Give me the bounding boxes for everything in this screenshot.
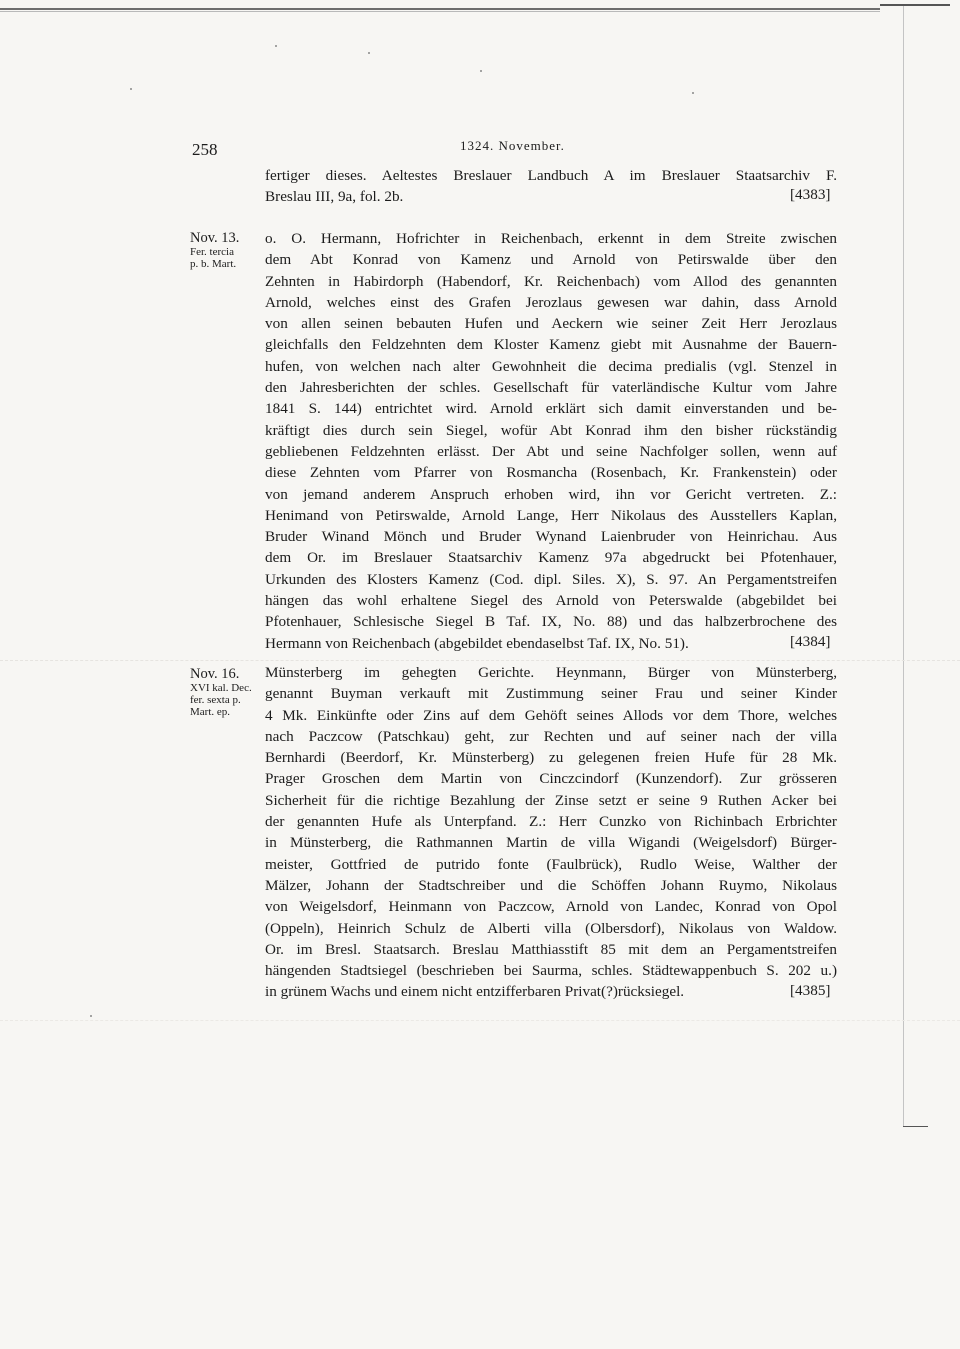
date-sub: Mart. ep. (190, 706, 231, 718)
text-line: den Jahresberichten der schles. Gesellschaft für vaterländische Kultur vom Jahre (265, 379, 837, 397)
scan-speck (692, 92, 694, 94)
text-line: kräftigt dies durch sein Siegel, wofür Abt Konrad ihm den bisher rückständig (265, 421, 837, 439)
date-label: Nov. 16. (190, 666, 240, 682)
top-rule-shadow (0, 11, 880, 12)
entry-number: [4385] (790, 982, 831, 999)
scan-speck (480, 70, 482, 72)
text-line: hängenden Stadtsiegel (beschrieben bei Saurma, schles. Städtewappenbuch S. 202 u.) (265, 962, 837, 980)
text-line: gebliebenen Feldzehnten erlässt. Der Abt und seine Nachfolger sollen, wenn auf (265, 442, 837, 460)
entry-4384-text (265, 228, 837, 654)
text-line: Zehnten in Habirdorph (Habendorf, Kr. Reichenbach) vom Allod des genannten (265, 272, 837, 290)
entry-4383-text (265, 165, 837, 208)
scan-edge-mark (903, 1126, 928, 1127)
text-line: meister, Gottfried de putrido fonte (Faulbrück), Rudlo Weise, Walther der (265, 855, 837, 873)
text-line: dem Abt Konrad von Kamenz und Arnold von Petirswalde über den (265, 251, 837, 269)
text-line: dem Or. im Breslauer Staatsarchiv Kamenz 97a abgedruckt bei Pfotenhauer, (265, 549, 837, 567)
text-line: hufen, von welchen nach alter Gewohnheit die decima predialis (vgl. Stenzel in (265, 357, 837, 375)
text-line: o. O. Hermann, Hofrichter in Reichenbach, erkennt in dem Streite zwischen (265, 230, 837, 247)
entry-4384-date (190, 230, 239, 270)
text-line: Breslau III, 9a, fol. 2b. (265, 188, 404, 206)
scan-fold-line (0, 1020, 960, 1022)
text-line: Sicherheit für die richtige Bezahlung der Zinse setzt er seine 9 Ruthen Acker bei (265, 791, 837, 809)
date-label: Nov. 13. (190, 230, 240, 246)
text-line: von Weigelsdorf, Heinmann von Paczcow, Arnold von Landec, Konrad von Opol (265, 898, 837, 916)
text-line: Bruder Winand Mönch und Bruder Wynand Laienbruder von Heinrichau. Aus (265, 528, 837, 546)
scan-speck (275, 45, 277, 47)
text-line: Münsterberg im gehegten Gerichte. Heynmann, Bürger von Münsterberg, (265, 664, 837, 681)
text-line: Arnold, welches einst des Grafen Jerozlaus gewesen war dahin, dass Arnold (265, 293, 837, 311)
text-line: 4 Mk. Einkünfte oder Zins auf dem Gehöft seines Allods vor dem Thore, welches (265, 706, 837, 724)
text-line: fertiger dieses. Aeltestes Breslauer Landbuch A im Breslauer Staatsarchiv F. (265, 167, 837, 184)
text-line: Mälzer, Johann der Stadtschreiber und die Schöffen Johann Ruymo, Nikolaus (265, 876, 837, 894)
text-line: Prager Groschen dem Martin von Cinczcindorf (Kunzendorf). Zur grösseren (265, 770, 837, 788)
text-line: 1841 S. 144) entrichtet wird. Arnold erklärt sich damit einverstanden und be- (265, 400, 837, 418)
text-line: (Oppeln), Heinrich Schulz de Alberti villa (Olbersdorf), Nikolaus von Waldow. (265, 919, 837, 937)
scan-speck (368, 52, 370, 54)
text-line: diese Zehnten vom Pfarrer von Rosmancha (Rosenbach, Kr. Frankenstein) oder (265, 464, 837, 482)
entry-4385-date (190, 666, 252, 718)
scan-speck (90, 1015, 92, 1017)
text-line: Bernhardi (Beerdorf, Kr. Münsterberg) zu gelegenen freien Hufe für 28 Mk. (265, 749, 837, 767)
scan-edge-line (903, 6, 904, 1126)
entry-number: [4384] (790, 633, 831, 650)
text-line: in Münsterberg, die Rathmannen Martin de villa Wigandi (Weigelsdorf) Bürger- (265, 834, 837, 852)
text-line: in grünem Wachs und einem nicht entzifferbaren Privat(?)rücksiegel. (265, 983, 685, 1001)
text-line: hängen das wohl erhaltene Siegel des Arnold von Peterswalde (abgebildet bei (265, 592, 837, 610)
date-sub: fer. sexta p. (190, 694, 241, 706)
text-line: Pfotenhauer, Schlesische Siegel B Taf. IX, No. 88) und das halbzerbrochene des (265, 613, 837, 631)
text-line: von jemand anderem Anspruch erhoben wird, ihn vor Gericht vertreten. Z.: (265, 485, 837, 503)
text-line: Urkunden des Klosters Kamenz (Cod. dipl. Siles. X), S. 97. An Pergamentstreifen (265, 570, 837, 588)
text-line: gleichfalls den Feldzehnten dem Kloster Kamenz giebt mit Ausnahme der Bauern- (265, 336, 837, 354)
scan-speck (130, 88, 132, 90)
running-header: 1324. November. (460, 138, 565, 153)
page-number: 258 (192, 140, 218, 159)
text-line: genannt Buyman verkauft mit Zustimmung seiner Frau und seiner Kinder (265, 685, 837, 703)
entry-number: [4383] (790, 186, 831, 203)
text-line: Hermann von Reichenbach (abgebildet ebendaselbst Taf. IX, No. 51). (265, 634, 689, 652)
text-line: Or. im Bresl. Staatsarch. Breslau Matthiasstift 85 mit dem an Pergamentstreifen (265, 940, 837, 958)
top-rule (0, 8, 880, 10)
text-line: Henimand von Petirswalde, Arnold Lange, Herr Nikolaus des Ausstellers Kaplan, (265, 506, 837, 524)
date-sub: p. b. Mart. (190, 258, 237, 270)
text-line: der genannten Hufe als Unterpfand. Z.: Herr Cunzko von Richinbach Erbrichter (265, 813, 837, 831)
text-line: nach Paczcow (Patschkau) geht, zur Rechten und auf seiner nach der villa (265, 727, 837, 745)
text-line: von allen seinen bebauten Hufen und Aeckern wie seiner Zeit Herr Jerozlaus (265, 315, 837, 333)
scan-edge-mark (880, 4, 950, 6)
entry-4385-text (265, 662, 837, 1003)
date-sub: XVI kal. Dec. (190, 682, 252, 694)
date-sub: Fer. tercia (190, 246, 234, 258)
